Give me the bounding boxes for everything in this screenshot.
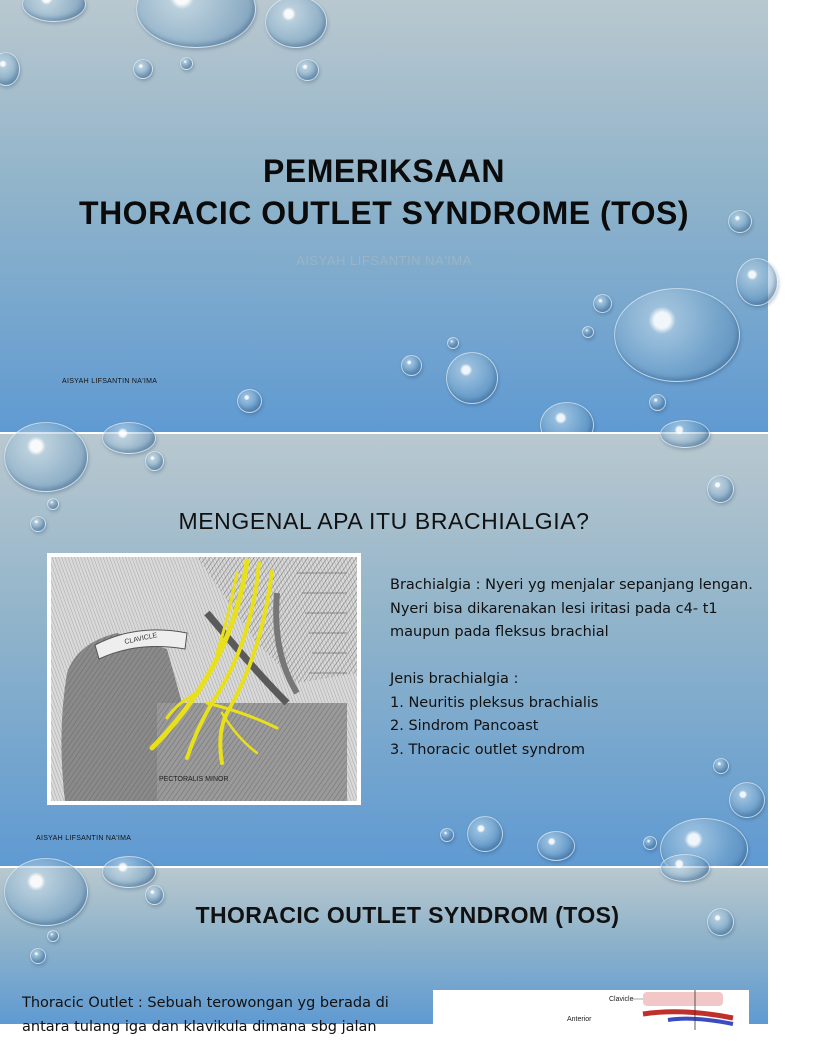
water-drop-decoration xyxy=(145,451,164,471)
thoracic-outlet-anatomy-figure xyxy=(433,990,749,1050)
slide-title-line-2: THORACIC OUTLET SYNDROME (TOS) xyxy=(79,195,689,231)
slide-title: MENGENAL APA ITU BRACHIALGIA? xyxy=(178,508,590,534)
slide-title: THORACIC OUTLET SYNDROM (TOS) xyxy=(195,902,620,928)
water-drop-decoration xyxy=(102,856,156,888)
tos-slide xyxy=(0,868,768,1035)
water-drop-decoration xyxy=(440,828,454,842)
clavicle-label: Clavicle xyxy=(609,996,634,1003)
water-drop-decoration xyxy=(582,326,594,338)
water-drop-decoration xyxy=(707,475,734,503)
water-drop-decoration xyxy=(660,854,710,882)
thoracic-outlet-description: Thoracic Outlet : Sebuah terowongan yg berada di antara tulang iga dan klavikula dimana sbg jalan xyxy=(22,995,389,1035)
slide-footer: AISYAH LIFSANTIN NA'IMA xyxy=(62,378,158,385)
paragraph-gap xyxy=(390,645,760,669)
water-drop-decoration xyxy=(660,420,710,448)
water-drop-decoration xyxy=(296,59,319,81)
title-slide xyxy=(0,0,768,432)
water-drop-decoration xyxy=(102,422,156,454)
water-drop-decoration xyxy=(401,355,422,376)
brachialgia-definition: Brachialgia : Nyeri yg menjalar sepanjang lengan. Nyeri bisa dikarenakan lesi iritasi pada c4- t1 maupun pada fleksus brachial xyxy=(390,577,753,640)
brachialgia-type-item: 2. Sindrom Pancoast xyxy=(390,718,539,734)
water-drop-decoration xyxy=(0,52,20,86)
water-drop-decoration xyxy=(447,337,459,349)
brachial-plexus-illustration xyxy=(47,553,361,805)
water-drop-decoration xyxy=(136,0,256,48)
thoracic-outlet-illustration xyxy=(433,990,749,1050)
water-drop-decoration xyxy=(30,948,46,964)
water-drop-decoration xyxy=(133,59,153,79)
slide-title-line-1: PEMERIKSAAN xyxy=(263,153,505,189)
clavicle-label: CLAVICLE xyxy=(123,632,159,646)
water-drop-decoration xyxy=(593,294,612,313)
water-drop-decoration xyxy=(446,352,498,404)
brachialgia-types-heading: Jenis brachialgia : xyxy=(390,671,519,687)
water-drop-decoration xyxy=(265,0,327,48)
water-drop-decoration xyxy=(729,782,765,818)
water-drop-decoration xyxy=(47,930,59,942)
water-drop-decoration xyxy=(643,836,657,850)
pectoralis-label: PECTORALIS MINOR xyxy=(159,776,229,783)
water-drop-decoration xyxy=(467,816,503,852)
brachialgia-description xyxy=(390,574,760,762)
slide-title xyxy=(0,150,768,234)
brachial-plexus-anatomy-figure xyxy=(47,553,361,805)
author-subtitle: AISYAH LIFSANTIN NA'IMA xyxy=(296,253,472,268)
water-drop-decoration xyxy=(614,288,740,382)
water-drop-decoration xyxy=(4,422,88,492)
brachialgia-type-item: 3. Thoracic outlet syndrom xyxy=(390,741,585,758)
water-drop-decoration xyxy=(649,394,666,411)
brachialgia-slide xyxy=(0,434,768,866)
slide-footer: AISYAH LIFSANTIN NA'IMA xyxy=(36,835,132,842)
brachialgia-type-item: 1. Neuritis pleksus brachialis xyxy=(390,694,599,711)
water-drop-decoration xyxy=(537,831,575,861)
anterior-label: Anterior xyxy=(567,1016,592,1023)
water-drop-decoration xyxy=(237,389,262,413)
water-drop-decoration xyxy=(22,0,86,22)
water-drop-decoration xyxy=(180,57,193,70)
